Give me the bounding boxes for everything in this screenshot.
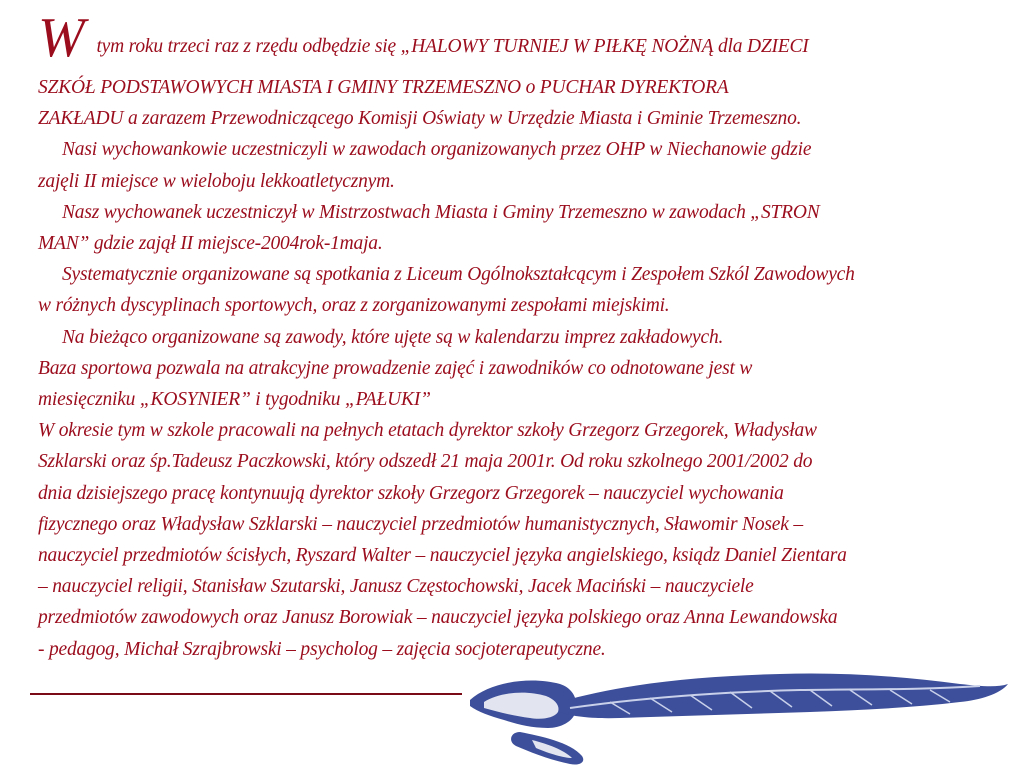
text-line: W okresie tym w szkole pracowali na pełnych etatach dyrektor szkoły Grzegorz Grzegorek, Władysław xyxy=(38,420,817,442)
text-line: - pedagog, Michał Szrajbrowski – psycholog – zajęcia socjoterapeutyczne. xyxy=(38,638,606,660)
divider-line xyxy=(30,693,462,695)
text-line: przedmiotów zawodowych oraz Janusz Borowiak – nauczyciel języka polskiego oraz Anna Lewandowska xyxy=(38,607,838,629)
text-line: miesięczniku „KOSYNIER” i tygodniku „PAŁUKI” xyxy=(38,389,431,411)
drop-cap: W xyxy=(38,7,85,69)
text-line: Systematycznie organizowane są spotkania z Liceum Ogólnokształcącym i Zespołem Szkól Zawodowych xyxy=(62,264,855,286)
quill-pen-hand-icon xyxy=(460,662,1020,768)
text-line: – nauczyciel religii, Stanisław Szutarski, Janusz Częstochowski, Jacek Maciński – nauczyciele xyxy=(38,576,754,598)
text-line: zajęli II miejsce w wieloboju lekkoatletycznym. xyxy=(38,170,395,192)
text-line: nauczyciel przedmiotów ścisłych, Ryszard Walter – nauczyciel języka angielskiego, ksiądz Daniel Zientara xyxy=(38,545,847,567)
text-line: fizycznego oraz Władysław Szklarski – nauczyciel przedmiotów humanistycznych, Sławomir Nosek – xyxy=(38,513,803,535)
text-line: Na bieżąco organizowane są zawody, które ujęte są w kalendarzu imprez zakładowych. xyxy=(62,326,724,348)
text-line: tym roku trzeci raz z rzędu odbędzie się „HALOWY TURNIEJ W PIŁKĘ NOŻNĄ dla DZIECI xyxy=(96,36,809,57)
first-line xyxy=(38,8,1018,72)
text-line: MAN” gdzie zajął II miejsce-2004rok-1maja. xyxy=(38,233,383,255)
text-line: Baza sportowa pozwala na atrakcyjne prowadzenie zajęć i zawodników co odnotowane jest w xyxy=(38,357,753,379)
text-line: w różnych dyscyplinach sportowych, oraz z zorganizowanymi zespołami miejskimi. xyxy=(38,295,670,317)
text-line: Nasi wychowankowie uczestniczyli w zawodach organizowanych przez OHP w Niechanowie gdzie xyxy=(62,139,812,161)
text-line: Szklarski oraz śp.Tadeusz Paczkowski, który odszedł 21 maja 2001r. Od roku szkolnego 2001/2002 do xyxy=(38,451,813,473)
text-line: SZKÓŁ PODSTAWOWYCH MIASTA I GMINY TRZEMESZNO o PUCHAR DYREKTORA xyxy=(38,77,729,98)
text-line: ZAKŁADU a zarazem Przewodniczącego Komisji Oświaty w Urzędzie Miasta i Gminie Trzemeszno. xyxy=(38,108,802,130)
text-line: Nasz wychowanek uczestniczył w Mistrzostwach Miasta i Gminy Trzemeszno w zawodach „STRON xyxy=(62,201,820,223)
text-line: dnia dzisiejszego pracę kontynuują dyrektor szkoły Grzegorz Grzegorek – nauczyciel wychowania xyxy=(38,482,784,504)
body-text xyxy=(38,8,1018,665)
